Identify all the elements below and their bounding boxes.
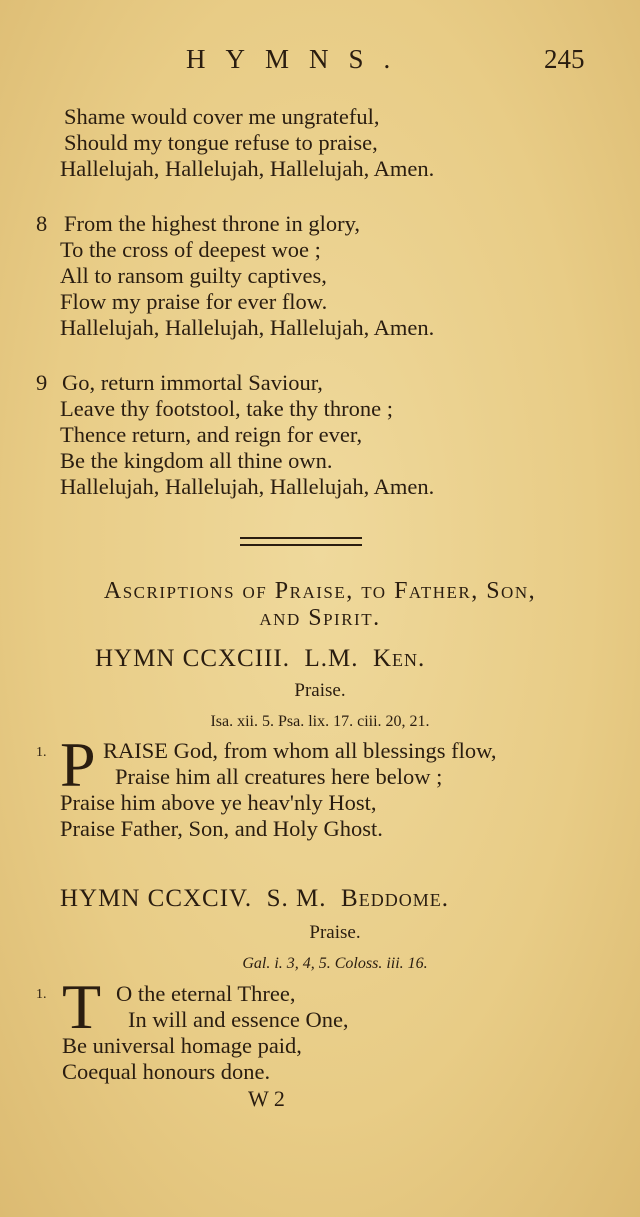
hymn-meter: L.M. [304,645,359,672]
verse-line: Praise him above ye heav'nly Host, [60,790,377,815]
verse-line: Praise him all creatures here below ; [115,764,443,789]
page-number: 245 [544,44,585,74]
verse-line: From the highest throne in glory, [64,211,361,236]
stanza-number: 1. [36,745,47,760]
drop-cap: P [60,729,96,800]
verse-line: To the cross of deepest woe ; [60,237,321,262]
hymn-author: Ken. [372,645,426,672]
verse-line: In will and essence One, [128,1007,349,1032]
scripture-references: Isa. xii. 5. Psa. lix. 17. ciii. 20, 21. [210,713,430,730]
stanza-number: 8 [36,211,48,236]
verse-line: Shame would cover me ungrateful, [64,104,380,129]
verse-line: Go, return immortal Saviour, [62,370,323,395]
page-header [0,44,640,84]
stanza-number: 9 [36,370,48,395]
running-title: HYMNS. [186,44,411,74]
verse-line: Hallelujah, Hallelujah, Hallelujah, Amen. [60,474,435,499]
hymn-meter: S. M. [266,885,327,912]
verse-line: Coequal honours done. [62,1059,271,1084]
verse-line: Flow my praise for ever flow. [60,289,328,314]
section-title: and Spirit. [259,605,381,631]
hymn-heading [60,885,449,913]
verse-line: Should my tongue refuse to praise, [64,130,378,155]
hymn-subject: Praise. [309,922,361,943]
hymn-subject: Praise. [294,680,346,701]
verse-line: Be the kingdom all thine own. [60,448,333,473]
verse-line: Thence return, and reign for ever, [60,422,363,447]
verse-line: Hallelujah, Hallelujah, Hallelujah, Amen. [60,315,435,340]
section-title: Ascriptions of Praise, to Father, Son, [103,578,537,604]
hymn-number: HYMN CCXCIII. [95,645,290,672]
section-divider [240,544,362,546]
hymn-number: HYMN CCXCIV. [60,885,253,912]
verse-line: RAISE God, from whom all blessings flow, [103,738,497,763]
verse-line: All to ransom guilty captives, [60,263,327,288]
verse-line: Leave thy footstool, take thy throne ; [60,396,394,421]
drop-cap: T [62,971,102,1042]
catchword: W 2 [248,1086,285,1111]
section-divider [240,537,362,539]
verse-line: Hallelujah, Hallelujah, Hallelujah, Amen. [60,156,435,181]
verse-line: O the eternal Three, [116,981,296,1006]
hymn-heading [95,645,425,673]
stanza-number: 1. [36,987,47,1002]
verse-line: Be universal homage paid, [62,1033,302,1058]
scripture-references: Gal. i. 3, 4, 5. Coloss. iii. 16. [242,955,428,972]
verse-line: Praise Father, Son, and Holy Ghost. [60,816,383,841]
hymn-author: Beddome. [341,885,449,912]
